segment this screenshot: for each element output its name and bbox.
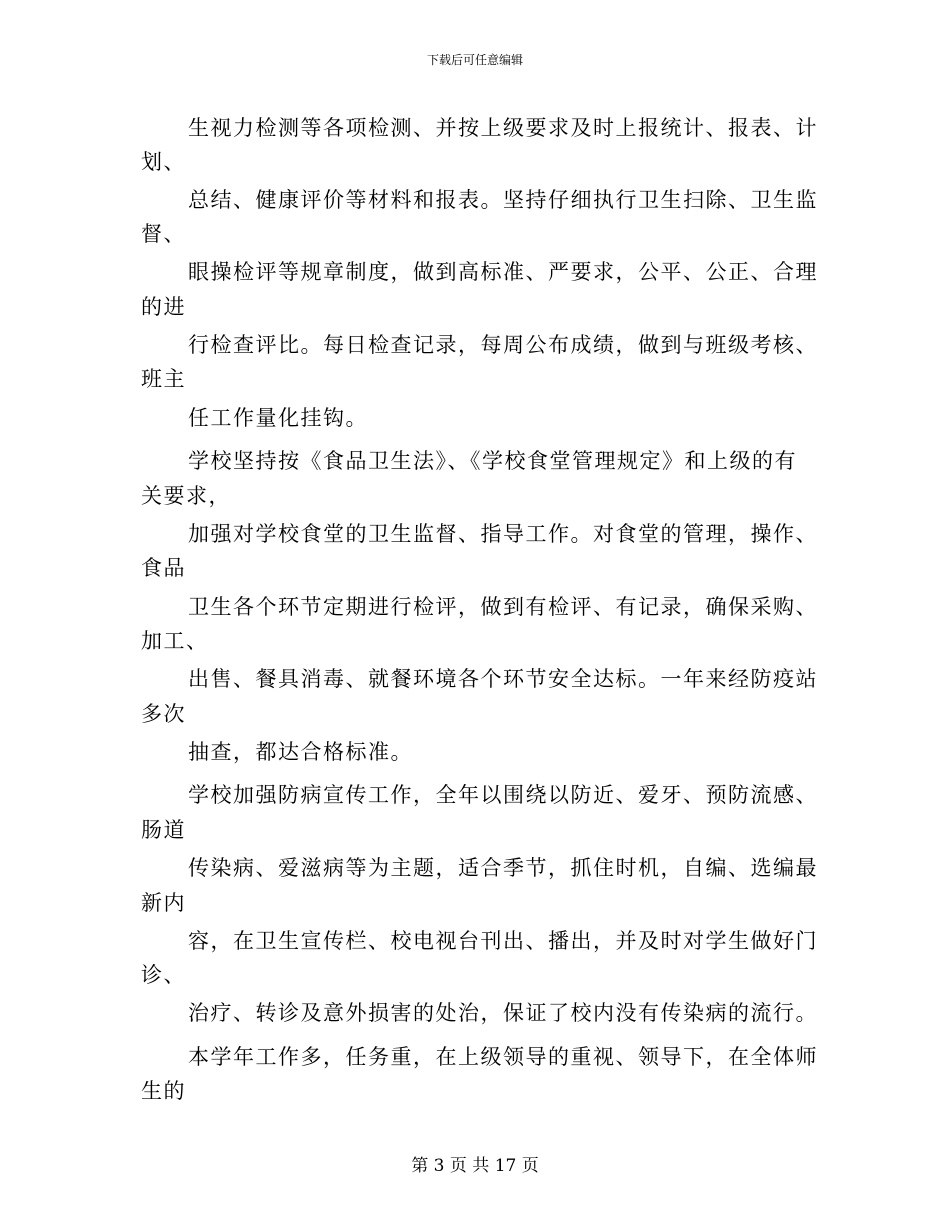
text-line: 关要求， bbox=[141, 484, 231, 508]
text-line: 多次 bbox=[141, 702, 186, 726]
text-line: 出售、餐具消毒、就餐环境各个环节安全达标。一年来经防疫站 bbox=[188, 667, 818, 691]
text-line: 抽查，都达合格标准。 bbox=[188, 740, 413, 764]
text-line: 任工作量化挂钩。 bbox=[188, 406, 368, 430]
text-line: 传染病、爱滋病等为主题，适合季节，抓住时机，自编、选编最 bbox=[188, 856, 818, 880]
text-line: 本学年工作多，任务重，在上级领导的重视、领导下，在全体师 bbox=[188, 1045, 818, 1069]
page-header: 下载后可任意编辑 bbox=[426, 53, 523, 67]
text-line: 的进 bbox=[141, 295, 186, 319]
text-line: 食品 bbox=[141, 556, 186, 580]
text-line: 容，在卫生宣传栏、校电视台刊出、播出，并及时对学生做好门 bbox=[188, 929, 818, 953]
text-line: 眼操检评等规章制度，做到高标准、严要求，公平、公正、合理 bbox=[188, 260, 818, 284]
page-footer: 第 3 页 共 17 页 bbox=[411, 1156, 539, 1176]
text-line: 加工、 bbox=[141, 629, 209, 653]
text-line: 督、 bbox=[141, 222, 186, 246]
text-line: 诊、 bbox=[141, 963, 186, 987]
text-line: 总结、健康评价等材料和报表。坚持仔细执行卫生扫除、卫生监 bbox=[188, 188, 818, 212]
text-line: 生的 bbox=[141, 1079, 186, 1103]
text-line: 生视力检测等各项检测、并按上级要求及时上报统计、报表、计 bbox=[188, 116, 818, 140]
text-line: 行检查评比。每日检查记录，每周公布成绩，做到与班级考核、 bbox=[188, 333, 818, 357]
text-line: 学校坚持按《食品卫生法》、《学校食堂管理规定》和上级的有 bbox=[188, 449, 797, 473]
text-line: 加强对学校食堂的卫生监督、指导工作。对食堂的管理，操作、 bbox=[188, 522, 818, 546]
text-line: 班主 bbox=[141, 367, 186, 391]
text-line: 肠道 bbox=[141, 818, 186, 842]
text-line: 卫生各个环节定期进行检评，做到有检评、有记录，确保采购、 bbox=[188, 595, 818, 619]
text-line: 划、 bbox=[141, 150, 186, 174]
text-line: 治疗、转诊及意外损害的处治，保证了校内没有传染病的流行。 bbox=[188, 1001, 818, 1025]
text-line: 新内 bbox=[141, 891, 186, 915]
text-line: 学校加强防病宣传工作，全年以围绕以防近、爱牙、预防流感、 bbox=[188, 783, 818, 807]
